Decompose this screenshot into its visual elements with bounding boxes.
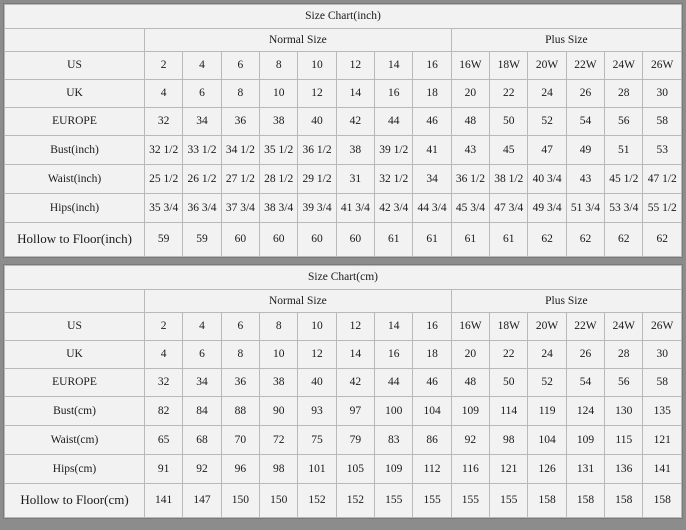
cell: 16	[375, 80, 413, 108]
cell: 16W	[451, 52, 489, 80]
cell: 42 3/4	[375, 194, 413, 223]
row-label-waist-cm: Waist(cm)	[5, 426, 145, 455]
cell: 36 3/4	[183, 194, 221, 223]
cell: 130	[605, 397, 643, 426]
cell: 97	[336, 397, 374, 426]
size-chart-cm	[3, 264, 683, 519]
row-label-uk: UK	[5, 80, 145, 108]
cell: 61	[413, 223, 451, 257]
table-row	[5, 397, 682, 426]
cell: 6	[183, 80, 221, 108]
cell: 79	[336, 426, 374, 455]
cell: 121	[643, 426, 682, 455]
cell: 50	[490, 108, 528, 136]
cell: 126	[528, 455, 566, 484]
cell: 32	[145, 369, 183, 397]
cell: 39 3/4	[298, 194, 336, 223]
cell: 115	[605, 426, 643, 455]
group-normal-size: Normal Size	[145, 29, 452, 52]
cell: 45	[490, 136, 528, 165]
cell: 70	[221, 426, 259, 455]
cell: 61	[451, 223, 489, 257]
cell: 60	[221, 223, 259, 257]
row-label-hollow-to-floor-cm: Hollow to Floor(cm)	[5, 484, 145, 518]
cell: 22	[490, 80, 528, 108]
cell: 62	[605, 223, 643, 257]
cell: 38	[260, 369, 298, 397]
cell: 24W	[605, 52, 643, 80]
cell: 24	[528, 80, 566, 108]
cell: 26W	[643, 52, 682, 80]
cell: 150	[260, 484, 298, 518]
cell: 58	[643, 108, 682, 136]
cell: 45 3/4	[451, 194, 489, 223]
cell: 40 3/4	[528, 165, 566, 194]
cell: 18	[413, 341, 451, 369]
cell: 150	[221, 484, 259, 518]
cell: 24W	[605, 313, 643, 341]
cell: 6	[183, 341, 221, 369]
cell: 35 1/2	[260, 136, 298, 165]
row-label-hips-cm: Hips(cm)	[5, 455, 145, 484]
row-label-hips-inch: Hips(inch)	[5, 194, 145, 223]
cell: 50	[490, 369, 528, 397]
cell: 32 1/2	[145, 136, 183, 165]
cell: 100	[375, 397, 413, 426]
cell: 20	[451, 341, 489, 369]
cell: 18W	[490, 52, 528, 80]
group-plus-size: Plus Size	[451, 290, 681, 313]
cell: 60	[298, 223, 336, 257]
cell: 10	[260, 341, 298, 369]
cell: 18W	[490, 313, 528, 341]
cell: 56	[605, 108, 643, 136]
cell: 22W	[566, 313, 604, 341]
cell: 60	[260, 223, 298, 257]
cell: 155	[375, 484, 413, 518]
cell: 12	[336, 313, 374, 341]
cell: 61	[490, 223, 528, 257]
cell: 16	[375, 341, 413, 369]
cell: 32 1/2	[375, 165, 413, 194]
cell: 65	[145, 426, 183, 455]
cell: 26	[566, 341, 604, 369]
chart-title-row	[5, 266, 682, 290]
cell: 36 1/2	[298, 136, 336, 165]
cell: 41	[413, 136, 451, 165]
cell: 59	[145, 223, 183, 257]
cell: 36	[221, 369, 259, 397]
cell: 38	[336, 136, 374, 165]
cell: 155	[490, 484, 528, 518]
cell: 28 1/2	[260, 165, 298, 194]
cell: 18	[413, 80, 451, 108]
cell: 20W	[528, 52, 566, 80]
cell: 14	[375, 313, 413, 341]
group-normal-size: Normal Size	[145, 290, 452, 313]
cell: 48	[451, 369, 489, 397]
cell: 36 1/2	[451, 165, 489, 194]
cell: 30	[643, 341, 682, 369]
cell: 34 1/2	[221, 136, 259, 165]
cell: 59	[183, 223, 221, 257]
cell: 10	[298, 313, 336, 341]
cell: 72	[260, 426, 298, 455]
table-row	[5, 341, 682, 369]
cell: 46	[413, 369, 451, 397]
cell: 124	[566, 397, 604, 426]
cell: 38	[260, 108, 298, 136]
cell: 43	[566, 165, 604, 194]
cell: 26 1/2	[183, 165, 221, 194]
row-label-us: US	[5, 52, 145, 80]
cell: 51 3/4	[566, 194, 604, 223]
table-row	[5, 108, 682, 136]
cell: 119	[528, 397, 566, 426]
cell: 152	[336, 484, 374, 518]
cell: 52	[528, 369, 566, 397]
cell: 101	[298, 455, 336, 484]
cell: 6	[221, 313, 259, 341]
cell: 16	[413, 52, 451, 80]
cell: 155	[413, 484, 451, 518]
table-row	[5, 223, 682, 257]
cell: 62	[566, 223, 604, 257]
cell: 34	[413, 165, 451, 194]
cell: 75	[298, 426, 336, 455]
cell: 91	[145, 455, 183, 484]
cell: 68	[183, 426, 221, 455]
chart-title: Size Chart(inch)	[5, 5, 682, 29]
table-row	[5, 194, 682, 223]
cell: 24	[528, 341, 566, 369]
cell: 8	[221, 80, 259, 108]
chart-group-row	[5, 290, 682, 313]
row-label-bust-cm: Bust(cm)	[5, 397, 145, 426]
cell: 26W	[643, 313, 682, 341]
table-row	[5, 136, 682, 165]
cell: 43	[451, 136, 489, 165]
cell: 42	[336, 369, 374, 397]
cell: 158	[643, 484, 682, 518]
cell: 27 1/2	[221, 165, 259, 194]
cell: 104	[413, 397, 451, 426]
cell: 29 1/2	[298, 165, 336, 194]
cell: 82	[145, 397, 183, 426]
cell: 14	[375, 52, 413, 80]
cell: 158	[566, 484, 604, 518]
cell: 45 1/2	[605, 165, 643, 194]
cell: 42	[336, 108, 374, 136]
cell: 39 1/2	[375, 136, 413, 165]
table-row	[5, 52, 682, 80]
cell: 54	[566, 369, 604, 397]
cell: 28	[605, 341, 643, 369]
cell: 155	[451, 484, 489, 518]
cell: 12	[298, 80, 336, 108]
cell: 147	[183, 484, 221, 518]
cell: 47	[528, 136, 566, 165]
cell: 44 3/4	[413, 194, 451, 223]
cell: 10	[260, 80, 298, 108]
cell: 30	[643, 80, 682, 108]
cell: 114	[490, 397, 528, 426]
cell: 58	[643, 369, 682, 397]
cell: 37 3/4	[221, 194, 259, 223]
cell: 40	[298, 108, 336, 136]
size-chart-inch	[3, 3, 683, 258]
cell: 2	[145, 52, 183, 80]
size-chart-cm-table	[4, 265, 682, 518]
cell: 38 3/4	[260, 194, 298, 223]
table-row	[5, 484, 682, 518]
cell: 51	[605, 136, 643, 165]
cell: 16	[413, 313, 451, 341]
table-row	[5, 369, 682, 397]
cell: 22	[490, 341, 528, 369]
table-row	[5, 165, 682, 194]
table-row	[5, 426, 682, 455]
cell: 92	[451, 426, 489, 455]
cell: 4	[183, 52, 221, 80]
row-label-hollow-to-floor-inch: Hollow to Floor(inch)	[5, 223, 145, 257]
cell: 8	[260, 52, 298, 80]
cell: 53 3/4	[605, 194, 643, 223]
cell: 20	[451, 80, 489, 108]
cell: 26	[566, 80, 604, 108]
cell: 49 3/4	[528, 194, 566, 223]
cell: 10	[298, 52, 336, 80]
cell: 22W	[566, 52, 604, 80]
cell: 116	[451, 455, 489, 484]
group-plus-size: Plus Size	[451, 29, 681, 52]
cell: 135	[643, 397, 682, 426]
cell: 93	[298, 397, 336, 426]
group-row-spacer	[5, 290, 145, 313]
cell: 12	[336, 52, 374, 80]
cell: 96	[221, 455, 259, 484]
cell: 98	[260, 455, 298, 484]
cell: 90	[260, 397, 298, 426]
cell: 141	[145, 484, 183, 518]
cell: 25 1/2	[145, 165, 183, 194]
cell: 158	[605, 484, 643, 518]
cell: 83	[375, 426, 413, 455]
cell: 49	[566, 136, 604, 165]
cell: 131	[566, 455, 604, 484]
cell: 86	[413, 426, 451, 455]
cell: 56	[605, 369, 643, 397]
cell: 36	[221, 108, 259, 136]
cell: 33 1/2	[183, 136, 221, 165]
row-label-bust-inch: Bust(inch)	[5, 136, 145, 165]
row-label-waist-inch: Waist(inch)	[5, 165, 145, 194]
cell: 98	[490, 426, 528, 455]
cell: 60	[336, 223, 374, 257]
cell: 8	[221, 341, 259, 369]
size-chart-inch-table	[4, 4, 682, 257]
cell: 35 3/4	[145, 194, 183, 223]
cell: 38 1/2	[490, 165, 528, 194]
cell: 55 1/2	[643, 194, 682, 223]
cell: 112	[413, 455, 451, 484]
cell: 46	[413, 108, 451, 136]
cell: 62	[643, 223, 682, 257]
cell: 121	[490, 455, 528, 484]
chart-group-row	[5, 29, 682, 52]
cell: 34	[183, 108, 221, 136]
cell: 41 3/4	[336, 194, 374, 223]
group-row-spacer	[5, 29, 145, 52]
cell: 4	[145, 80, 183, 108]
cell: 32	[145, 108, 183, 136]
cell: 109	[566, 426, 604, 455]
cell: 31	[336, 165, 374, 194]
cell: 141	[643, 455, 682, 484]
cell: 54	[566, 108, 604, 136]
cell: 62	[528, 223, 566, 257]
cell: 40	[298, 369, 336, 397]
cell: 61	[375, 223, 413, 257]
cell: 47 3/4	[490, 194, 528, 223]
cell: 2	[145, 313, 183, 341]
cell: 14	[336, 80, 374, 108]
cell: 158	[528, 484, 566, 518]
cell: 28	[605, 80, 643, 108]
cell: 12	[298, 341, 336, 369]
cell: 109	[451, 397, 489, 426]
cell: 53	[643, 136, 682, 165]
cell: 6	[221, 52, 259, 80]
cell: 4	[145, 341, 183, 369]
cell: 14	[336, 341, 374, 369]
cell: 48	[451, 108, 489, 136]
row-label-us: US	[5, 313, 145, 341]
cell: 8	[260, 313, 298, 341]
cell: 44	[375, 369, 413, 397]
chart-title-row	[5, 5, 682, 29]
cell: 105	[336, 455, 374, 484]
chart-title: Size Chart(cm)	[5, 266, 682, 290]
table-row	[5, 313, 682, 341]
cell: 84	[183, 397, 221, 426]
table-row	[5, 455, 682, 484]
cell: 52	[528, 108, 566, 136]
cell: 104	[528, 426, 566, 455]
cell: 47 1/2	[643, 165, 682, 194]
cell: 20W	[528, 313, 566, 341]
row-label-uk: UK	[5, 341, 145, 369]
cell: 109	[375, 455, 413, 484]
row-label-europe: EUROPE	[5, 108, 145, 136]
cell: 136	[605, 455, 643, 484]
cell: 152	[298, 484, 336, 518]
cell: 4	[183, 313, 221, 341]
cell: 16W	[451, 313, 489, 341]
cell: 88	[221, 397, 259, 426]
table-row	[5, 80, 682, 108]
row-label-europe: EUROPE	[5, 369, 145, 397]
cell: 34	[183, 369, 221, 397]
cell: 44	[375, 108, 413, 136]
cell: 92	[183, 455, 221, 484]
